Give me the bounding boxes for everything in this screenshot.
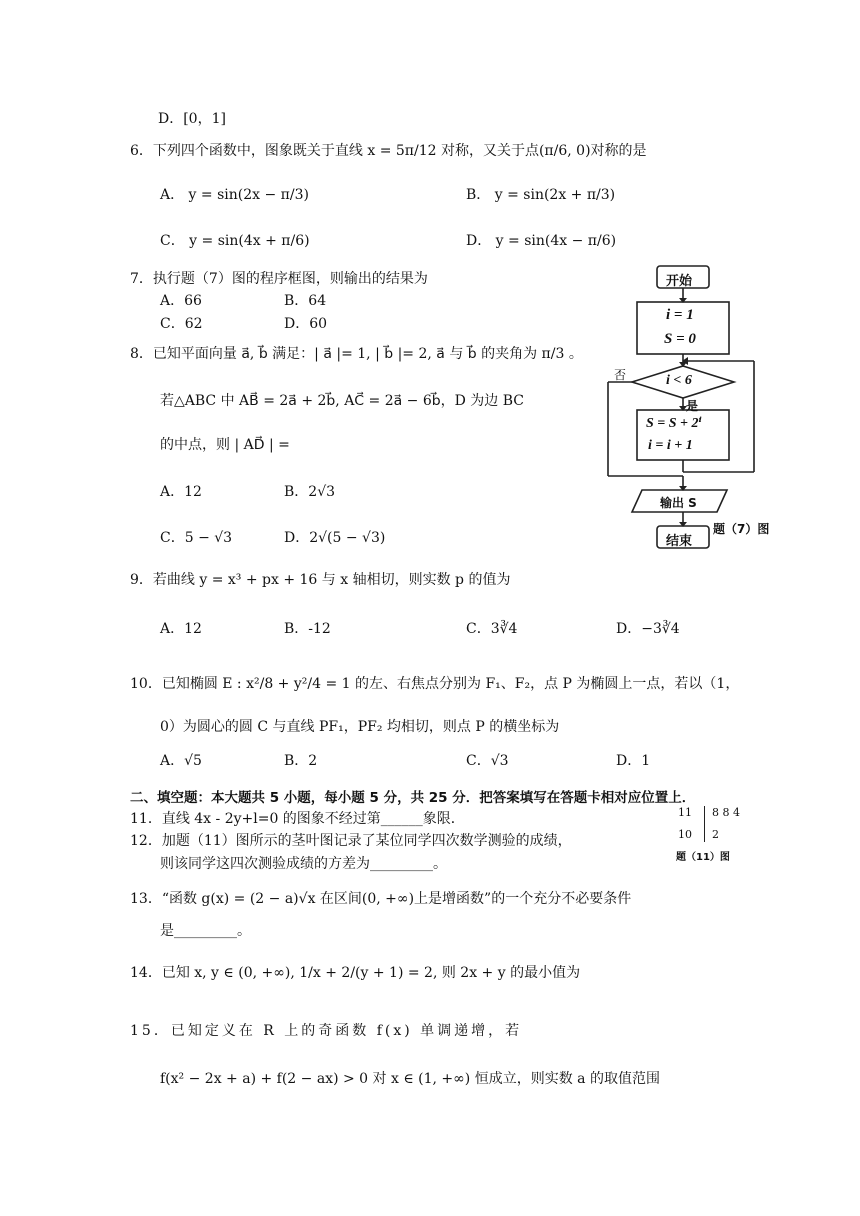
- q5-option-d: D．[0，1]: [158, 111, 226, 127]
- q9-option-c: C．3∛4: [466, 621, 518, 637]
- q8-option-b: B．2√3: [284, 484, 336, 500]
- q6-stem: 6．下列四个函数中，图象既关于直线 x = 5π/12 对称，又关于点(π/6, 0)对称的是: [130, 143, 647, 159]
- q10-stem-line2: 0）为圆心的圆 C 与直线 PF₁，PF₂ 均相切，则点 P 的横坐标为: [160, 719, 560, 735]
- flowchart-init-s: S = 0: [664, 331, 696, 347]
- q9-option-b: B．-12: [284, 621, 331, 637]
- q7-stem: 7．执行题（7）图的程序框图，则输出的结果为: [130, 271, 428, 287]
- q10-option-c: C．√3: [466, 753, 509, 769]
- stem-leaf-figure: [676, 804, 766, 866]
- flowchart-init-i: i = 1: [666, 307, 694, 323]
- flowchart-no-label: 否: [614, 368, 627, 382]
- q7-option-b: B．64: [284, 293, 327, 309]
- q9-option-d: D．−3∛4: [616, 621, 680, 637]
- q12-stem: 12．加题（11）图所示的茎叶图记录了某位同学四次数学测验的成绩，: [130, 833, 572, 849]
- stem-row-1: 11: [678, 806, 692, 819]
- section-2-heading: 二、填空题：本大题共 5 小题，每小题 5 分，共 25 分．把答案填写在答题卡相对应位置上．: [130, 790, 696, 806]
- q6-option-c: C． y = sin(4x + π/6): [160, 233, 310, 249]
- stem-row-2: 10: [678, 828, 692, 841]
- q12-stem-line2: 则该同学这四次测验成绩的方差为_________。: [160, 856, 447, 872]
- flowchart-yes-label: 是: [686, 399, 699, 413]
- q9-stem: 9．若曲线 y = x³ + px + 16 与 x 轴相切，则实数 p 的值为: [130, 572, 511, 588]
- q13-stem: 13．“函数 g(x) = (2 − a)√x 在区间(0, +∞)上是增函数”的一个充分不必要条件: [130, 891, 632, 907]
- q8-option-d: D．2√(5 − √3): [284, 530, 386, 546]
- flowchart-condition: i < 6: [666, 373, 692, 388]
- q7-option-a: A．66: [160, 293, 202, 309]
- q6-option-d: D． y = sin(4x − π/6): [466, 233, 617, 249]
- q8-stem: 8．已知平面向量 a⃗, b⃗ 满足：| a⃗ |= 1, | b⃗ |= 2, a⃗ 与 b⃗ 的夹角为 π/3 。: [130, 346, 583, 362]
- leaf-row-2: 2: [712, 828, 719, 841]
- flowchart-start-label: 开始: [666, 274, 693, 289]
- q10-stem: 10．已知椭圆 E : x²/8 + y²/4 = 1 的左、右焦点分别为 F₁、F₂，点 P 为椭圆上一点，若以（1，: [130, 676, 740, 692]
- stem-leaf-divider: [704, 806, 705, 842]
- q15-stem-line2: f(x² − 2x + a) + f(2 − ax) > 0 对 x ∈ (1, +∞) 恒成立，则实数 a 的取值范围: [160, 1071, 660, 1087]
- q7-option-d: D．60: [284, 316, 328, 332]
- flowchart-output: 输出 S: [660, 496, 697, 510]
- q6-option-a: A． y = sin(2x − π/3): [160, 187, 309, 203]
- leaf-row-1: 8 8 4: [712, 806, 740, 819]
- q10-option-a: A．√5: [160, 753, 202, 769]
- q14-stem: 14．已知 x, y ∈ (0, +∞), 1/x + 2/(y + 1) = 2, 则 2x + y 的最小值为: [130, 965, 581, 981]
- q11-stem: 11．直线 4x - 2y+l=0 的图象不经过第______象限．: [130, 811, 465, 827]
- q10-option-d: D．1: [616, 753, 651, 769]
- stem-leaf-caption: 题（11）图: [676, 852, 730, 863]
- q6-option-b: B． y = sin(2x + π/3): [466, 187, 616, 203]
- flowchart-figure: [600, 258, 780, 558]
- q8-option-c: C．5 − √3: [160, 530, 233, 546]
- q9-option-a: A．12: [160, 621, 202, 637]
- q15-stem: 15．已知定义在 R 上的奇函数 f(x) 单调递增，若: [130, 1023, 523, 1039]
- q10-option-b: B．2: [284, 753, 318, 769]
- flowchart-body-i: i = i + 1: [648, 438, 693, 453]
- q8-stem-line2: 若△ABC 中 AB⃗ = 2a⃗ + 2b⃗, AC⃗ = 2a⃗ − 6b⃗，D 为边 BC: [160, 393, 525, 409]
- flowchart-body-s: S = S + 2ⁱ: [646, 416, 702, 431]
- q8-option-a: A．12: [160, 484, 202, 500]
- q13-stem-line2: 是_________。: [160, 923, 251, 939]
- q8-stem-line3: 的中点，则 | AD⃗ | =: [160, 437, 290, 453]
- flowchart-caption: 题（7）图: [713, 522, 770, 536]
- q7-option-c: C．62: [160, 316, 203, 332]
- flowchart-end-label: 结束: [666, 534, 693, 549]
